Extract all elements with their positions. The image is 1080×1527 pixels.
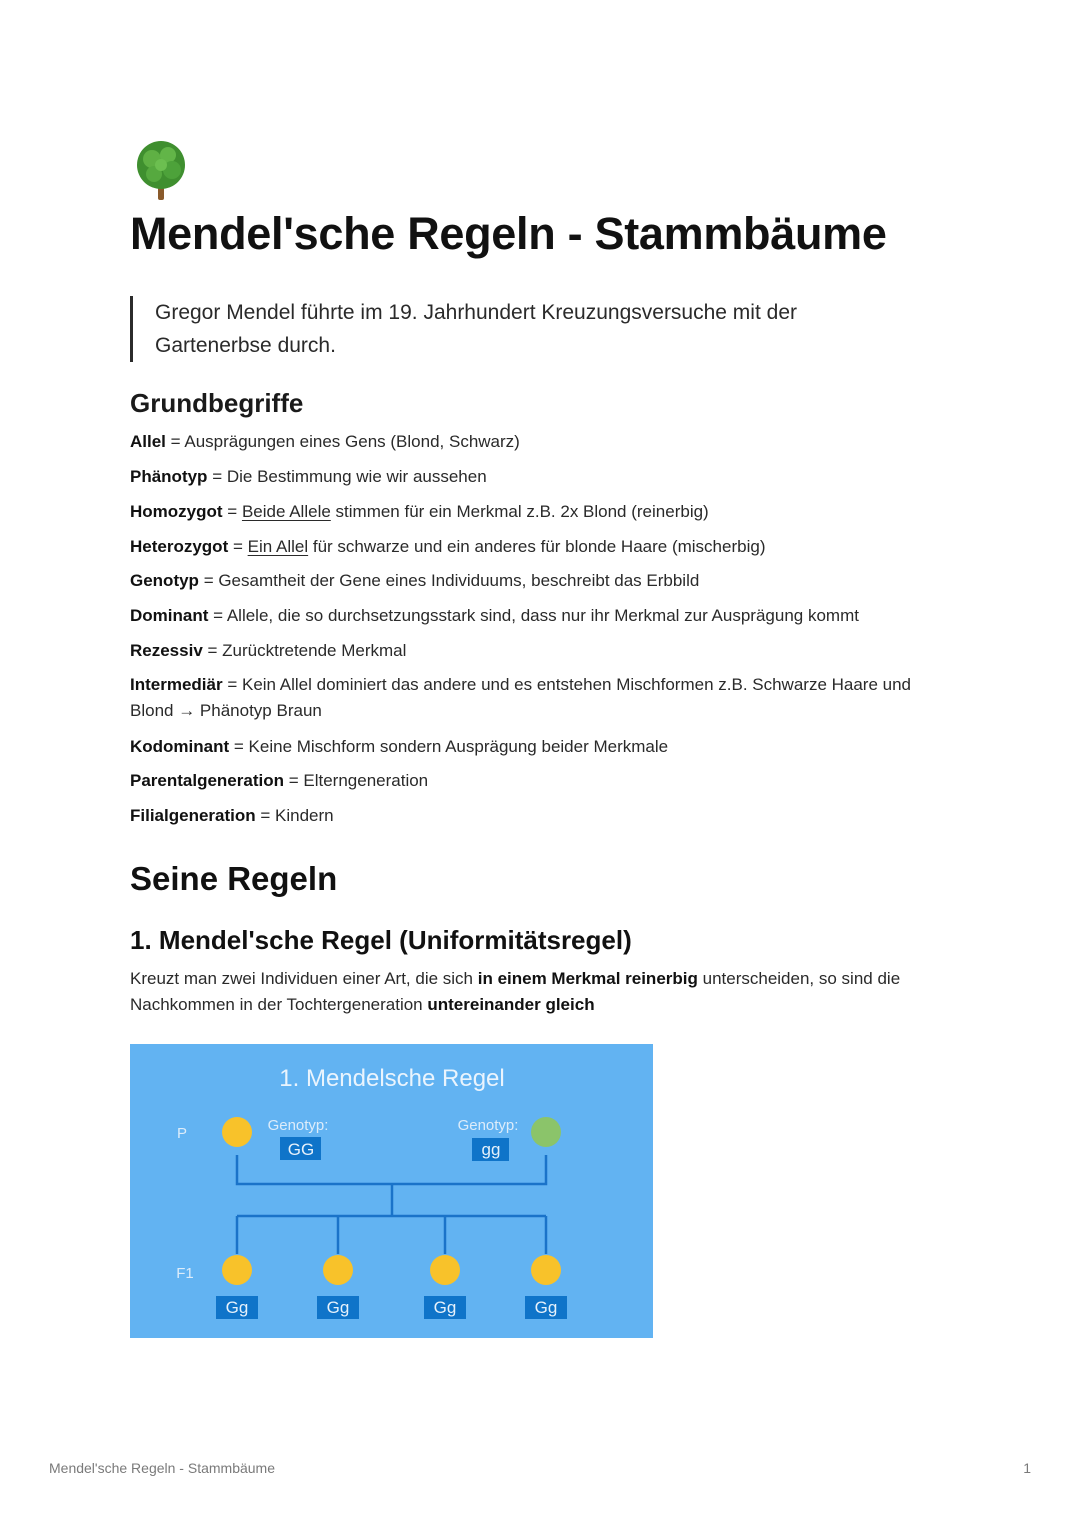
text-part: unterscheiden, so sind die Nachkommen in der Tochtergeneration <box>130 969 901 1014</box>
definition-rezessiv <box>130 638 950 664</box>
child-genotyp: Gg <box>225 1298 249 1317</box>
definition-heterozygot <box>130 534 950 560</box>
regel-1-description <box>130 966 950 1018</box>
definition-text: = Allele, die so durchsetzungsstark sind, dass nur ihr Merkmal zur Ausprägung kommt <box>213 606 859 625</box>
underlined-text: Beide Allele <box>241 502 331 521</box>
definition-phaenotyp <box>130 464 950 490</box>
footer-title: Mendel'sche Regeln - Stammbäume <box>49 1460 276 1476</box>
definition-parentalgeneration <box>130 768 950 794</box>
bold-part: in einem Merkmal reinerbig <box>477 969 698 988</box>
genotyp-label-right: Genotyp: <box>457 1117 519 1134</box>
definition-sep: = <box>227 502 238 521</box>
definition-intermediaer <box>130 672 950 724</box>
definition-text: = Kein Allel dominiert das andere und es entstehen Mischformen z.B. Schwarze Haare und Blond → Phänotyp Braun <box>130 675 912 720</box>
underlined-text: Ein Allel <box>247 537 309 556</box>
heading-seine-regeln: Seine Regeln <box>130 860 338 897</box>
term-parentalgeneration: Parentalgeneration <box>130 771 284 790</box>
term-filialgeneration: Filialgeneration <box>130 806 256 825</box>
definition-genotyp <box>130 568 950 594</box>
generation-label-p: P <box>176 1125 188 1142</box>
bold-part: untereinander gleich <box>427 995 595 1014</box>
definition-allel <box>130 429 950 455</box>
term-intermediaer: Intermediär <box>130 675 223 694</box>
genotyp-label-left: Genotyp: <box>267 1117 329 1134</box>
genotyp-value-left: GG <box>287 1140 315 1159</box>
heading-regel-1: 1. Mendel'sche Regel (Uniformitätsregel) <box>130 925 632 955</box>
parent-right-circle <box>531 1117 561 1147</box>
definition-text: = Die Bestimmung wie wir aussehen <box>212 467 487 486</box>
definition-filialgeneration <box>130 803 950 829</box>
definition-text: = Kindern <box>260 806 334 825</box>
tree-icon <box>130 140 192 202</box>
term-kodominant: Kodominant <box>130 737 230 756</box>
child-genotyp: Gg <box>534 1298 558 1317</box>
term-phaenotyp: Phänotyp <box>130 467 208 486</box>
term-homozygot: Homozygot <box>130 502 223 521</box>
child-circle <box>430 1255 460 1285</box>
definition-kodominant <box>130 734 950 760</box>
definition-dominant <box>130 603 950 629</box>
definition-text: = Gesamtheit der Gene eines Individuums, beschreibt das Erbbild <box>203 571 700 590</box>
mendel-diagram <box>130 1044 653 1338</box>
term-heterozygot: Heterozygot <box>130 537 229 556</box>
child-genotyp: Gg <box>326 1298 350 1317</box>
child-circle <box>531 1255 561 1285</box>
child-circle <box>323 1255 353 1285</box>
generation-label-f1: F1 <box>176 1265 194 1282</box>
definition-text: = Ausprägungen eines Gens (Blond, Schwarz) <box>170 432 520 451</box>
term-dominant: Dominant <box>130 606 209 625</box>
definition-text: für schwarze und ein anderes für blonde Haare (mischerbig) <box>312 537 766 556</box>
definition-text: = Keine Mischform sondern Ausprägung beider Merkmale <box>233 737 669 756</box>
page-title: Mendel'sche Regeln - Stammbäume <box>130 208 887 259</box>
definition-text: = Zurücktretende Merkmal <box>207 641 407 660</box>
diagram-title: 1. Mendelsche Regel <box>279 1065 505 1092</box>
heading-grundbegriffe: Grundbegriffe <box>130 388 304 418</box>
page-number: 1 <box>1023 1460 1031 1476</box>
term-rezessiv: Rezessiv <box>130 641 203 660</box>
text-part: Kreuzt man zwei Individuen einer Art, die sich <box>130 969 474 988</box>
genotyp-value-right: gg <box>481 1140 501 1159</box>
term-allel: Allel <box>130 432 166 451</box>
definition-text: = Elterngeneration <box>288 771 429 790</box>
definition-sep: = <box>232 537 243 556</box>
parent-left-circle <box>222 1117 252 1147</box>
term-genotyp: Genotyp <box>130 571 199 590</box>
child-genotyp: Gg <box>433 1298 457 1317</box>
intro-quote: Gregor Mendel führte im 19. Jahrhundert Kreuzungsversuche mit der Gartenerbse durch. <box>130 296 915 362</box>
child-circle <box>222 1255 252 1285</box>
definition-text: stimmen für ein Merkmal z.B. 2x Blond (reinerbig) <box>335 502 709 521</box>
definition-homozygot <box>130 499 950 525</box>
